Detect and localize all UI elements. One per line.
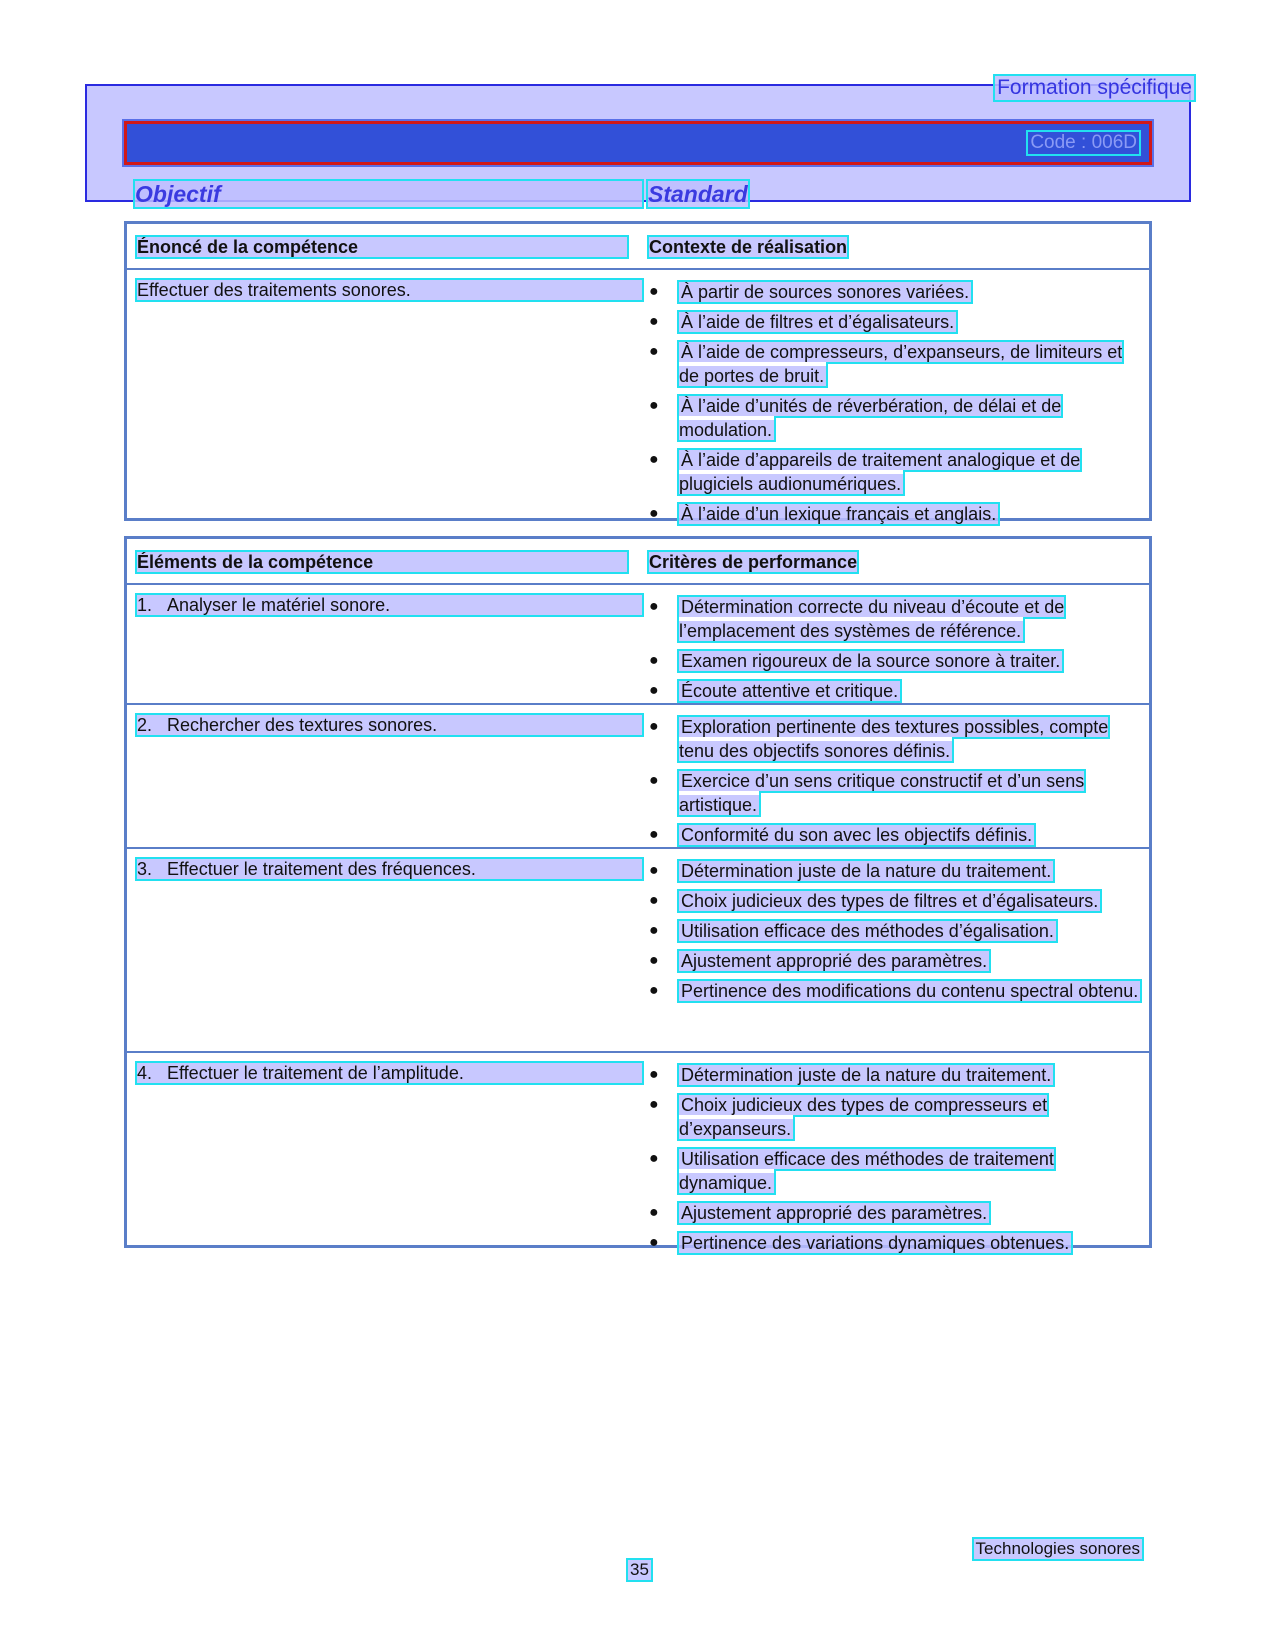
bullet-icon: ● bbox=[649, 1150, 659, 1167]
bullet-icon: ● bbox=[649, 1204, 659, 1221]
list-item: ● Détermination juste de la nature du traitement. bbox=[649, 861, 1052, 881]
bullet-icon: ● bbox=[649, 505, 659, 522]
list-item: ● Ajustement approprié des paramètres. bbox=[649, 951, 988, 971]
competence-table-header bbox=[127, 224, 1149, 270]
footer-title: Technologies sonores bbox=[975, 1539, 1140, 1558]
bullet-icon: ● bbox=[649, 892, 659, 909]
elements-table bbox=[124, 536, 1152, 1253]
bullet-icon: ● bbox=[649, 682, 659, 699]
elements-table-header bbox=[127, 539, 1149, 585]
criteria-list bbox=[649, 715, 1144, 853]
bullet-icon: ● bbox=[649, 862, 659, 879]
list-item: ● Examen rigoureux de la source sonore à traiter. bbox=[649, 651, 1061, 671]
list-item: ● À partir de sources sonores variées. bbox=[649, 282, 970, 302]
bullet-icon: ● bbox=[649, 283, 659, 300]
criteria-list bbox=[649, 595, 1144, 709]
list-item: ● À l’aide d’unités de réverbération, de délai et de modulation. bbox=[649, 396, 1062, 440]
list-item: ● Détermination juste de la nature du traitement. bbox=[649, 1065, 1052, 1085]
header-statement: Énoncé de la compétence bbox=[137, 237, 627, 257]
table-row bbox=[127, 847, 1149, 1051]
list-item: ● Utilisation efficace des méthodes d’égalisation. bbox=[649, 921, 1054, 941]
criteria-list bbox=[649, 859, 1144, 1009]
code-label: Code : 006D bbox=[1030, 132, 1137, 153]
table-row bbox=[127, 1051, 1149, 1253]
list-item: ● Choix judicieux des types de filtres et d’égalisateurs. bbox=[649, 891, 1099, 911]
list-item: ● Choix judicieux des types de compresseurs et d’expanseurs. bbox=[649, 1095, 1048, 1139]
bullet-icon: ● bbox=[649, 772, 659, 789]
competence-statement: Effectuer des traitements sonores. bbox=[137, 280, 642, 300]
bullet-icon: ● bbox=[649, 952, 659, 969]
criteria-list bbox=[649, 1063, 1144, 1261]
bullet-icon: ● bbox=[649, 652, 659, 669]
bullet-icon: ● bbox=[649, 451, 659, 468]
list-item: ● À l’aide de filtres et d’égalisateurs. bbox=[649, 312, 955, 332]
header-context: Contexte de réalisation bbox=[649, 237, 848, 257]
code-bar bbox=[124, 121, 1152, 165]
page-number: 35 bbox=[630, 1560, 649, 1579]
bullet-icon: ● bbox=[649, 1066, 659, 1083]
list-item: ● Détermination correcte du niveau d’écoute et de l’emplacement des systèmes de référence. bbox=[649, 597, 1065, 641]
list-item: ● Utilisation efficace des méthodes de traitement dynamique. bbox=[649, 1149, 1054, 1193]
table-row bbox=[127, 703, 1149, 847]
formation-label: Formation spécifique bbox=[997, 76, 1192, 99]
list-item: ● Pertinence des modifications du contenu spectral obtenu. bbox=[649, 981, 1139, 1001]
standard-label: Standard bbox=[648, 181, 748, 207]
objective-label: Objectif bbox=[135, 181, 642, 207]
bullet-icon: ● bbox=[649, 1096, 659, 1113]
header-criteria: Critères de performance bbox=[649, 552, 858, 572]
context-list bbox=[649, 280, 1144, 532]
bullet-icon: ● bbox=[649, 1234, 659, 1251]
list-item: ● Exploration pertinente des textures possibles, compte tenu des objectifs sonores définis. bbox=[649, 717, 1109, 761]
bullet-icon: ● bbox=[649, 397, 659, 414]
bullet-icon: ● bbox=[649, 598, 659, 615]
element-label: 1. Analyser le matériel sonore. bbox=[137, 595, 642, 615]
element-label: 4. Effectuer le traitement de l’amplitude. bbox=[137, 1063, 642, 1083]
header-elements: Éléments de la compétence bbox=[137, 552, 627, 572]
element-label: 2. Rechercher des textures sonores. bbox=[137, 715, 642, 735]
list-item: ● Écoute attentive et critique. bbox=[649, 681, 899, 701]
list-item: ● Pertinence des variations dynamiques obtenues. bbox=[649, 1233, 1070, 1253]
bullet-icon: ● bbox=[649, 922, 659, 939]
competence-table bbox=[124, 221, 1152, 524]
list-item: ● À l’aide d’appareils de traitement analogique et de plugiciels audionumériques. bbox=[649, 450, 1081, 494]
competence-row bbox=[127, 270, 1149, 524]
bullet-icon: ● bbox=[649, 718, 659, 735]
bullet-icon: ● bbox=[649, 982, 659, 999]
bullet-icon: ● bbox=[649, 313, 659, 330]
table-row bbox=[127, 585, 1149, 703]
bullet-icon: ● bbox=[649, 826, 659, 843]
list-item: ● Ajustement approprié des paramètres. bbox=[649, 1203, 988, 1223]
list-item: ● Conformité du son avec les objectifs définis. bbox=[649, 825, 1033, 845]
list-item: ● À l’aide d’un lexique français et anglais. bbox=[649, 504, 997, 524]
element-label: 3. Effectuer le traitement des fréquences. bbox=[137, 859, 642, 879]
list-item: ● Exercice d’un sens critique constructif et d’un sens artistique. bbox=[649, 771, 1085, 815]
bullet-icon: ● bbox=[649, 343, 659, 360]
list-item: ● À l’aide de compresseurs, d’expanseurs, de limiteurs et de portes de bruit. bbox=[649, 342, 1123, 386]
